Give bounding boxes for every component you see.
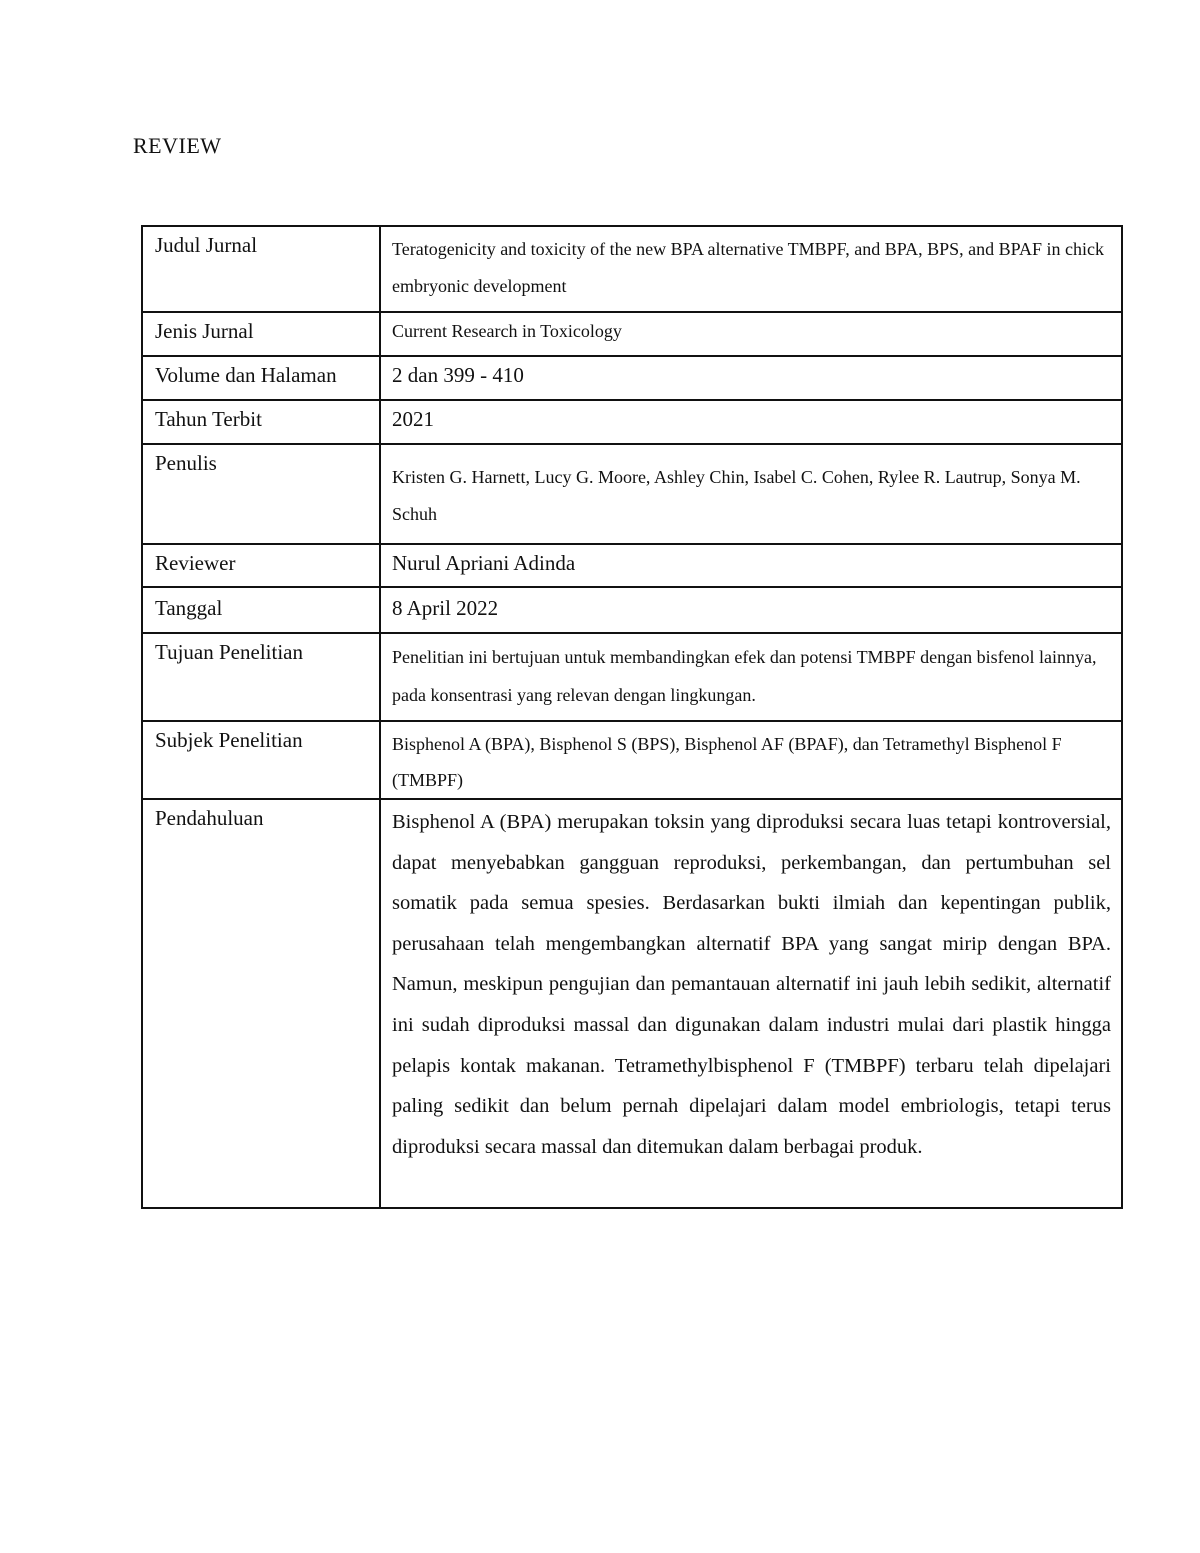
table-row-penulis	[142, 444, 1122, 544]
table-row-volume-halaman	[142, 356, 1122, 400]
review-table	[141, 225, 1123, 1209]
value-subjek-penelitian: Bisphenol A (BPA), Bisphenol S (BPS), Bisphenol AF (BPAF), dan Tetramethyl Bisphenol F (TMBPF)	[380, 721, 1122, 799]
label-reviewer: Reviewer	[142, 544, 380, 587]
value-tanggal: 8 April 2022	[380, 587, 1122, 633]
label-tanggal: Tanggal	[142, 587, 380, 633]
value-judul-jurnal: Teratogenicity and toxicity of the new BPA alternative TMBPF, and BPA, BPS, and BPAF in chick embryonic development	[380, 226, 1122, 312]
value-volume-halaman: 2 dan 399 - 410	[380, 356, 1122, 400]
label-jenis-jurnal: Jenis Jurnal	[142, 312, 380, 356]
value-reviewer: Nurul Apriani Adinda	[380, 544, 1122, 587]
label-volume-halaman: Volume dan Halaman	[142, 356, 380, 400]
label-tahun-terbit: Tahun Terbit	[142, 400, 380, 444]
label-tujuan-penelitian: Tujuan Penelitian	[142, 633, 380, 721]
label-judul-jurnal: Judul Jurnal	[142, 226, 380, 312]
value-penulis: Kristen G. Harnett, Lucy G. Moore, Ashley Chin, Isabel C. Cohen, Rylee R. Lautrup, Sonya M. Schuh	[380, 444, 1122, 544]
label-pendahuluan: Pendahuluan	[142, 799, 380, 1208]
value-tahun-terbit: 2021	[380, 400, 1122, 444]
page-title: REVIEW	[133, 133, 222, 158]
label-subjek-penelitian: Subjek Penelitian	[142, 721, 380, 799]
table-row-tahun-terbit	[142, 400, 1122, 444]
table-row-jenis-jurnal	[142, 312, 1122, 356]
table-row-pendahuluan	[142, 799, 1122, 1208]
table-row-tujuan-penelitian	[142, 633, 1122, 721]
label-penulis: Penulis	[142, 444, 380, 544]
value-pendahuluan: Bisphenol A (BPA) merupakan toksin yang diproduksi secara luas tetapi kontroversial, dapat menyebabkan gangguan reproduksi, perkembangan, dan pertumbuhan sel somatik pada semua spesies. Berdasarkan bukti ilmiah dan kepentingan publik, perusahaan telah mengembangkan alternatif BPA yang sangat mirip dengan BPA. Namun, meskipun pengujian dan pemantauan alternatif ini jauh lebih sedikit, alternatif ini sudah diproduksi massal dan digunakan dalam industri mulai dari plastik hingga pelapis kontak makanan. Tetramethylbisphenol F (TMBPF) terbaru telah dipelajari paling sedikit dan belum pernah dipelajari dalam model embriologis, tetapi terus diproduksi secara massal dan ditemukan dalam berbagai produk.	[380, 799, 1122, 1208]
value-jenis-jurnal: Current Research in Toxicology	[380, 312, 1122, 356]
table-row-tanggal	[142, 587, 1122, 633]
value-tujuan-penelitian: Penelitian ini bertujuan untuk membandingkan efek dan potensi TMBPF dengan bisfenol lainnya, pada konsentrasi yang relevan dengan lingkungan.	[380, 633, 1122, 721]
table-row-reviewer	[142, 544, 1122, 587]
table-row-subjek-penelitian	[142, 721, 1122, 799]
table-row-judul-jurnal	[142, 226, 1122, 312]
